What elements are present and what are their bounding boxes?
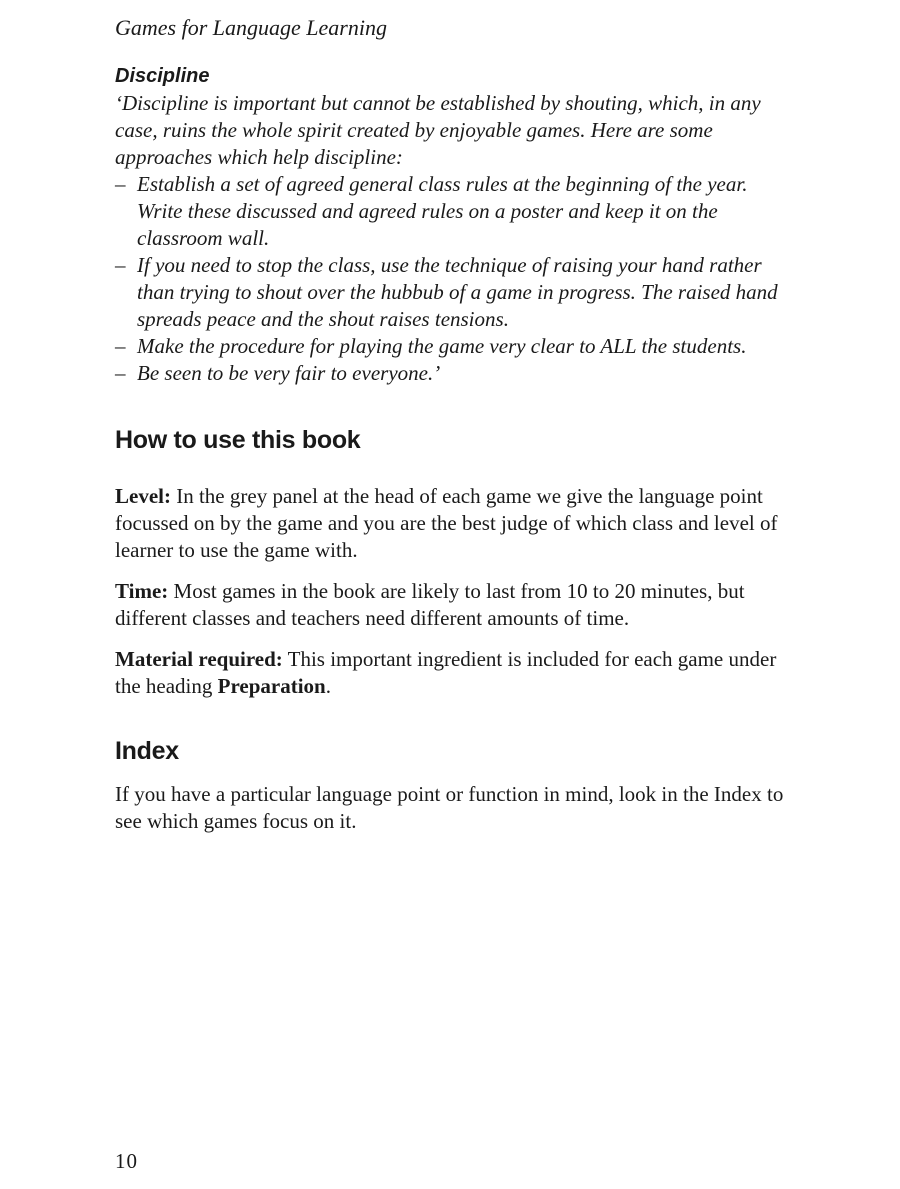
discipline-quote [115, 90, 795, 387]
discipline-item [115, 252, 795, 333]
material-end: . [325, 674, 331, 698]
material-label: Material required: [115, 647, 283, 671]
level-text: In the grey panel at the head of each game we give the language point focussed on by the game and you are the best judge of which class and level of learner to use the game with. [115, 484, 778, 562]
list-dash: – [115, 361, 126, 385]
discipline-intro: ‘Discipline is important but cannot be established by shouting, which, in any case, ruins the whole spirit created by enjoyable games. Here are some approaches which help discipline: [115, 91, 761, 169]
how-to-use-heading: How to use this book [115, 426, 361, 454]
discipline-item [115, 333, 795, 360]
list-dash: – [115, 334, 126, 358]
discipline-item-text: Be seen to be very fair to everyone.’ [137, 361, 441, 385]
discipline-heading: Discipline [115, 65, 210, 87]
discipline-item-text: Make the procedure for playing the game very clear to ALL the students. [137, 334, 747, 358]
material-paragraph [115, 646, 795, 700]
time-label: Time: [115, 579, 169, 603]
list-dash: – [115, 172, 126, 196]
time-text: Most games in the book are likely to last from 10 to 20 minutes, but different classes and teachers need different amounts of time. [115, 579, 745, 630]
preparation-word: Preparation [217, 674, 326, 698]
level-paragraph [115, 483, 795, 564]
discipline-item [115, 360, 795, 387]
running-head: Games for Language Learning [115, 15, 387, 40]
discipline-item [115, 171, 795, 252]
list-dash: – [115, 253, 126, 277]
page-number: 10 [115, 1149, 138, 1173]
time-paragraph [115, 578, 795, 632]
discipline-item-text: Establish a set of agreed general class rules at the beginning of the year. Write these discussed and agreed rules on a poster and keep it on the classroom wall. [137, 172, 748, 250]
index-paragraph: If you have a particular language point or function in mind, look in the Index to see which games focus on it. [115, 782, 784, 833]
discipline-list [115, 171, 795, 387]
level-label: Level: [115, 484, 171, 508]
discipline-item-text: If you need to stop the class, use the technique of raising your hand rather than trying to shout over the hubbub of a game in progress. The raised hand spreads peace and the shout raises tensions. [137, 253, 778, 331]
material-text: This important ingredient is included for each game under the heading [115, 647, 777, 698]
index-heading: Index [115, 737, 179, 765]
